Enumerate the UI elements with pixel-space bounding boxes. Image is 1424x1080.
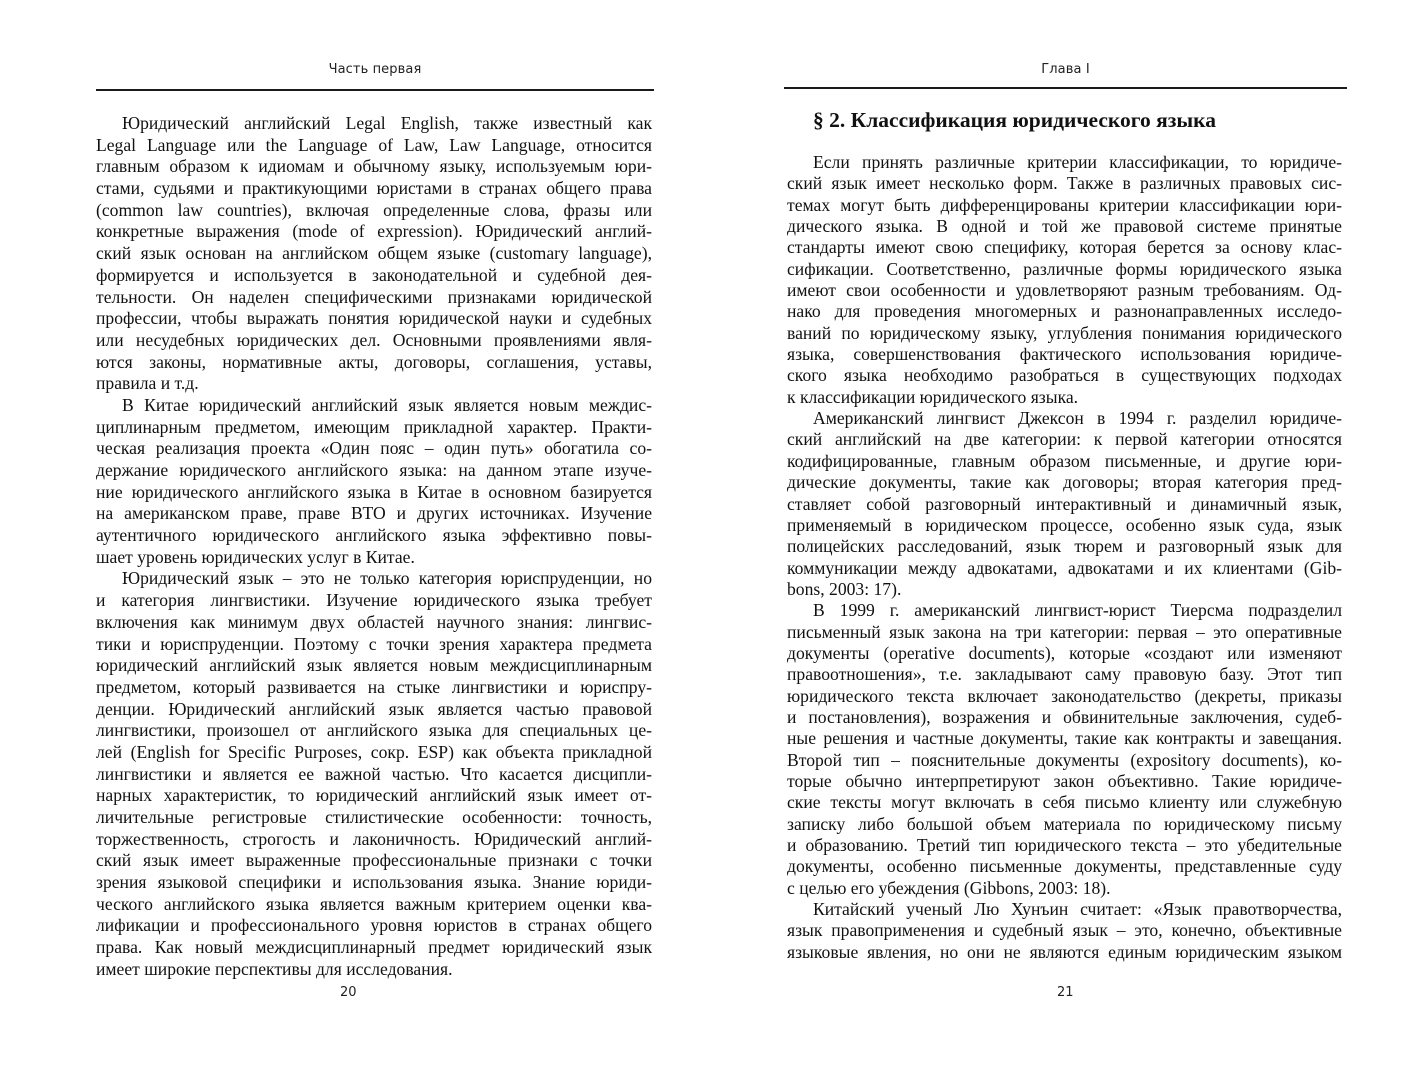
text-line: стандарты имеют свою специфику, которая берется за основу клас- bbox=[787, 237, 1342, 258]
text-line: В Китае юридический английский язык является новым междис- bbox=[122, 394, 652, 415]
paragraph bbox=[787, 408, 1342, 600]
header-rule bbox=[96, 89, 654, 91]
text-line: Американский лингвист Джексон в 1994 г. разделил юридиче- bbox=[813, 408, 1342, 429]
text-line: ются законы, нормативные акты, договоры, соглашения, уставы, bbox=[96, 351, 652, 372]
text-line: ние юридического английского языка в Китае в основном базируется bbox=[96, 481, 652, 502]
paragraph bbox=[96, 568, 652, 980]
text-line: личительные регистровые стилистические особенности: точность, bbox=[96, 807, 652, 827]
right-page bbox=[712, 0, 1424, 1080]
text-line: держание юридического английского языка: на данном этапе изуче- bbox=[96, 460, 652, 480]
running-head: Часть первая bbox=[328, 62, 422, 77]
section-heading: § 2. Классификация юридического языка bbox=[813, 108, 1216, 132]
text-line: Юридический английский Legal English, также известный как bbox=[122, 113, 652, 133]
text-line: ваний по юридическому языку, углубления понимания юридического bbox=[787, 322, 1342, 343]
text-line: тельности. Он наделен специфическими признаками юридической bbox=[96, 286, 652, 307]
text-line: имеют свои особенности и удовлетворяют разным требованиям. Од- bbox=[787, 280, 1342, 301]
text-line: языковые явления, но они не являются единым юридическим языком bbox=[787, 941, 1342, 962]
text-line: темах могут быть дифференцированы критерии классификации юри- bbox=[787, 194, 1342, 215]
text-line: документы (operative documents), которые «создают или изменяют bbox=[787, 642, 1342, 663]
text-line: ский язык имеет несколько форм. Также в различных правовых сис- bbox=[787, 173, 1342, 194]
text-line: лей (English for Specific Purposes, сокр. ESP) как объекта прикладной bbox=[96, 741, 652, 762]
text-line: тики и юриспруденции. Поэтому с точки зрения характера предмета bbox=[96, 633, 652, 654]
text-line: юридический английский язык является новым междисциплинарным bbox=[96, 655, 652, 676]
paragraph bbox=[787, 600, 1342, 899]
text-line: лингвистики, произошел от английского языка для специальных це- bbox=[96, 720, 652, 741]
text-line: ский язык основан на английском общем языке (customary language), bbox=[96, 243, 652, 264]
text-line: ческая реализация проекта «Один пояс – один путь» обогатила со- bbox=[96, 438, 652, 459]
header-rule bbox=[784, 87, 1347, 89]
text-line: торые обычно интерпретируют закон объективно. Такие юридиче- bbox=[787, 770, 1342, 791]
text-line: ные решения и частные документы, такие как контракты и завещания. bbox=[787, 728, 1342, 749]
text-line: полицейских расследований, язык тюрем и разговорный язык для bbox=[787, 536, 1342, 557]
body-text bbox=[96, 113, 652, 981]
text-line: главным образом к идиомам и обычному языку, используемым юри- bbox=[96, 156, 652, 177]
text-line: Китайский ученый Лю Хунъин считает: «Язык правотворчества, bbox=[813, 899, 1342, 920]
running-head: Глава I bbox=[1041, 62, 1090, 77]
text-line: сификации. Соответственно, различные формы юридического языка bbox=[787, 258, 1342, 279]
text-line: и образованию. Третий тип юридического текста – это убедительные bbox=[787, 835, 1342, 855]
text-line: лингвистики и является ее важной частью. Что касается дисципли- bbox=[96, 763, 652, 784]
paragraph bbox=[96, 395, 652, 569]
text-line: Если принять различные критерии классификации, то юридиче- bbox=[813, 152, 1342, 172]
page-number: 20 bbox=[340, 985, 357, 1000]
text-line: к классификации юридического языка. bbox=[787, 386, 1079, 407]
text-line: кодифицированные, главным образом письменные, и другие юри- bbox=[787, 450, 1342, 471]
text-line: права. Как новый междисциплинарный предмет юридический язык bbox=[96, 937, 652, 958]
text-line: ский язык имеет выраженные профессиональные признаки с точки bbox=[96, 850, 652, 871]
text-line: дического языка. В одной и той же правовой системе принятые bbox=[787, 216, 1342, 237]
paragraph bbox=[787, 152, 1342, 408]
text-line: или несудебных юридических дел. Основными проявлениями явля- bbox=[96, 329, 652, 350]
text-line: торжественность, строгость и лаконичность. Юридический англий- bbox=[96, 828, 652, 849]
text-line: bons, 2003: 17). bbox=[787, 578, 902, 599]
paragraph bbox=[96, 113, 652, 395]
text-line: включения как минимум двух областей научного знания: лингвис- bbox=[96, 611, 652, 632]
text-line: стами, судьями и практикующими юристами в странах общего права bbox=[96, 178, 652, 199]
text-line: конкретные выражения (mode of expression). Юридический англий- bbox=[96, 221, 652, 242]
text-line: языка, совершенствования фактического использования юридиче- bbox=[787, 344, 1342, 365]
text-line: Второй тип – пояснительные документы (expository documents), ко- bbox=[787, 749, 1342, 770]
text-line: циплинарным предметом, имеющим прикладной характер. Практи- bbox=[96, 416, 652, 437]
text-line: коммуникации между адвокатами, адвокатами и их клиентами (Gib- bbox=[787, 557, 1342, 578]
text-line: Legal Language или the Language of Law, Law Language, относится bbox=[96, 134, 652, 155]
text-line: шает уровень юридических услуг в Китае. bbox=[96, 546, 415, 567]
text-line: формируется и используется в законодательной и судебной дея- bbox=[96, 264, 652, 285]
body-text bbox=[787, 152, 1342, 963]
text-line: ский английский на две категории: к первой категории относятся bbox=[787, 429, 1342, 450]
text-line: денции. Юридический английский язык является частью правовой bbox=[96, 698, 652, 719]
text-line: ставляет собой разговорный интерактивный и динамичный язык, bbox=[787, 493, 1342, 514]
text-line: письменный язык закона на три категории: первая – это оперативные bbox=[787, 621, 1342, 642]
text-line: дические документы, такие как договоры; вторая категория пред- bbox=[787, 472, 1342, 493]
text-line: Юридический язык – это не только категория юриспруденции, но bbox=[122, 568, 652, 589]
page-number: 21 bbox=[1057, 985, 1074, 1000]
text-line: нако для проведения многомерных и разнонаправленных исследо- bbox=[787, 301, 1342, 322]
text-line: нарных характеристик, то юридический английский язык имеет от- bbox=[96, 785, 652, 806]
text-line: применяемый в юридическом процессе, особенно язык суда, язык bbox=[787, 514, 1342, 535]
text-line: документы, особенно письменные документы, представленные суду bbox=[787, 856, 1342, 877]
text-line: на американском праве, праве ВТО и других источниках. Изучение bbox=[96, 503, 652, 524]
text-line: ческого английского языка является важным критерием оценки ква- bbox=[96, 893, 652, 914]
text-line: аутентичного юридического английского языка эффективно повы- bbox=[96, 525, 652, 546]
text-line: (common law countries), включая определенные слова, фразы или bbox=[96, 199, 652, 220]
text-line: юридического текста включает законодательство (декреты, приказы bbox=[787, 685, 1342, 706]
paragraph bbox=[787, 899, 1342, 963]
text-line: предметом, который развивается на стыке лингвистики и юриспру- bbox=[96, 676, 652, 697]
text-line: и постановления), возражения и обвинительные заключения, судеб- bbox=[787, 706, 1342, 727]
text-line: зрения языковой специфики и использования языка. Знание юриди- bbox=[96, 872, 652, 893]
text-line: правила и т.д. bbox=[96, 373, 199, 394]
text-line: В 1999 г. американский лингвист-юрист Тиерсма подразделил bbox=[813, 600, 1342, 621]
text-line: правоотношения», т.е. закладывают саму правовую базу. Этот тип bbox=[787, 664, 1342, 685]
text-line: и категория лингвистики. Изучение юридического языка требует bbox=[96, 590, 652, 611]
text-line: имеет широкие перспективы для исследования. bbox=[96, 958, 453, 979]
text-line: профессии, чтобы выражать понятия юридической науки и судебных bbox=[96, 308, 652, 329]
text-line: с целью его убеждения (Gibbons, 2003: 18). bbox=[787, 877, 1111, 898]
text-line: лификации и профессионального уровня юристов в странах общего bbox=[96, 915, 652, 936]
text-line: язык правоприменения и судебный язык – это, конечно, объективные bbox=[787, 920, 1342, 941]
text-line: ские тексты могут включать в себя письмо клиенту или служебную bbox=[787, 792, 1342, 813]
text-line: записку либо большой объем материала по юридическому письму bbox=[787, 813, 1342, 834]
text-line: ского языка необходимо разобраться в существующих подходах bbox=[787, 365, 1342, 386]
